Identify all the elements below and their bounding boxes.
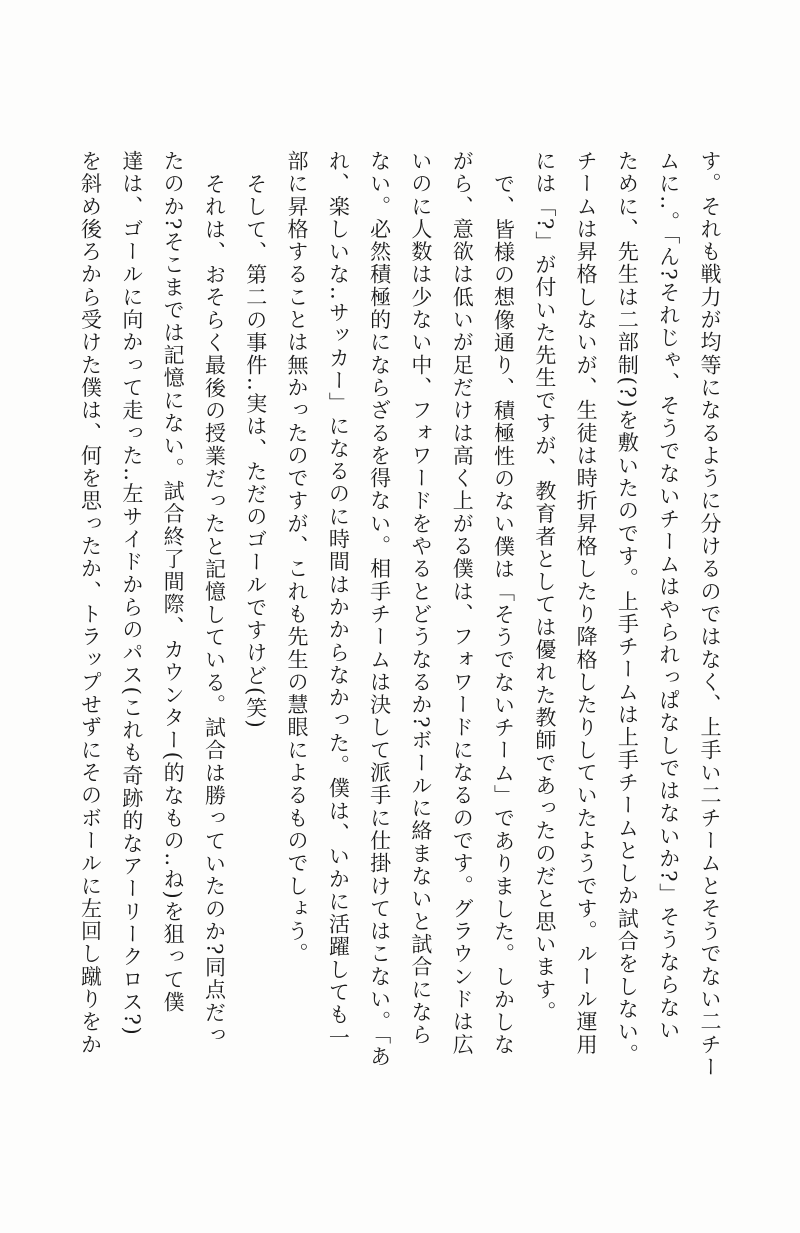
text-column-8: いのに人数は少ない中、フォワードをやるとどうなるか?ボールに絡まないと試合になら — [408, 150, 433, 1047]
text-column-1: す。それも戦力が均等になるように分けるのではなく、上手い二チームとそうでない二チー — [698, 150, 722, 1079]
text-column-9: ない。必然積極的にならざるを得ない。相手チームは決して派手に仕掛けてはこない。「あ — [367, 150, 392, 1069]
text-column-6-paragraph-start: で、皆様の想像通り、積極性のない僕は「そうでないチーム」でありました。しかしな — [491, 172, 516, 1057]
text-column-2: ムに‥。「ん?それじゃ、そうでないチームはやられっぱなしではないか?」そうならない — [656, 150, 681, 1042]
text-column-4: チームは昇格しないが、生徒は時折昇格したり降格したりしていたようです。ルール運用 — [574, 150, 599, 1056]
text-column-14: たのか?そこまでは記憶にない。試合終了間際、カウンター(的なもの‥ね)を狙って僕 — [161, 150, 186, 1014]
text-column-11: 部に昇格することは無かったのですが、これも先生の慧眼によるものでしょう。 — [285, 150, 310, 966]
text-column-13-paragraph-start: それは、おそらく最後の授業だったと記憶している。試合は勝っていたのか?同点だっ — [202, 172, 227, 1047]
text-column-3: ために、先生は二部制(?)を敷いたのです。上手チームは上手チームとしか試合をしない。 — [615, 150, 640, 1066]
text-column-5: には「?」が付いた先生ですが、教育者としては優れた教師であったのだと思います。 — [532, 150, 557, 1024]
text-column-15: 達は、ゴールに向かって走った‥左サイドからのパス(これも奇跡的なアーリークロス?) — [119, 150, 144, 1037]
text-column-16: を斜め後ろから受けた僕は、何を思ったか、トラップせずにそのボールに左回し蹴りをか — [78, 150, 103, 1056]
text-column-7: がら、意欲は低いが足だけは高く上がる僕は、フォワードになるのです。グラウンドは広 — [450, 150, 475, 1056]
text-column-12-paragraph-start: そして、第二の事件‥実は、ただのゴールですけど(笑) — [243, 172, 268, 729]
vertical-text-body — [69, 150, 730, 1090]
text-column-10: れ、楽しいな‥サッカー」になるのに時間はかからなかった。僕は、いかに活躍しても一 — [326, 150, 351, 1050]
